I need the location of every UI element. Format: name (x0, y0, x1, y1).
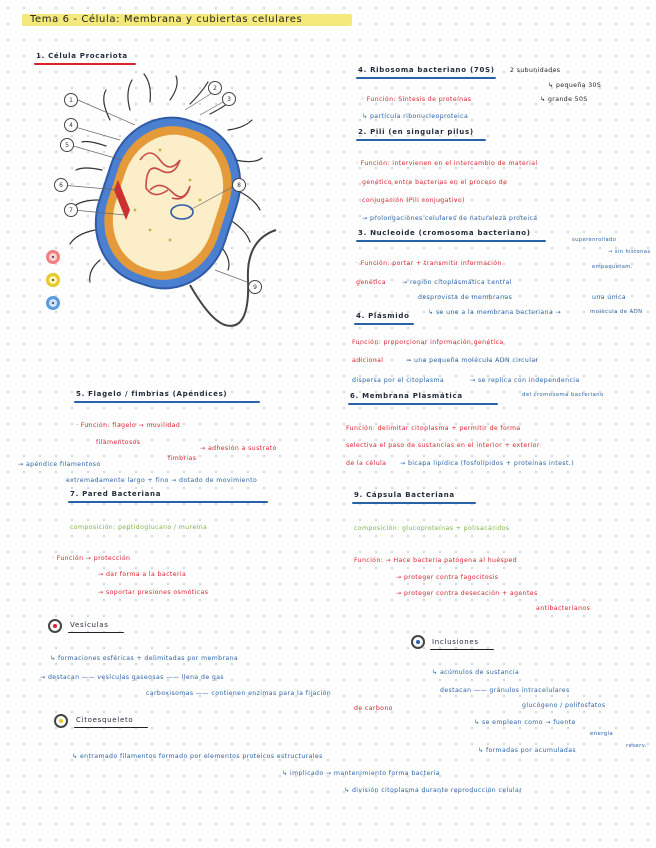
diagram-label-8: 8 (232, 178, 246, 192)
capsula-composicion: composición: glucoproteínas + polisacáridos (354, 525, 510, 532)
heading-pili: 2. Pili (en singular pilus) (358, 128, 474, 136)
nucleoide-region: → región citoplasmática central (402, 279, 512, 286)
red-dot-icon (48, 619, 62, 633)
underline (68, 501, 268, 503)
flagelo-funcion: · Función: flagelo → movilidad (76, 422, 181, 429)
red-dot-icon (46, 250, 60, 264)
inclusiones-reserv: reserv. (626, 743, 648, 749)
flagelo-apendice: → apéndice filamentoso (18, 461, 101, 468)
flagelo-ext: extremadamente largo + fino → dotado de movimiento (66, 477, 258, 484)
plasmido-replica: → se replica con independencia (470, 377, 580, 384)
underline (348, 403, 498, 405)
capsula-funcion-2: → proteger contra fagocitosis (396, 574, 499, 581)
ribosoma-funcion: · Función: Síntesis de proteínas (362, 96, 472, 103)
pared-composicion: composición: peptidoglucano / mureína (70, 524, 208, 531)
flagelo-adhesion: → adhesión a sustrato (200, 445, 277, 452)
blue-dot-icon (411, 635, 425, 649)
blue-dot-icon (46, 296, 60, 310)
pared-funcion: · Función → protección (52, 555, 131, 562)
ribosoma-size: (70S) (470, 66, 495, 74)
heading-flagelo: 5. Flagelo / fimbrias (Apéndices) (76, 390, 228, 398)
heading-pared: 7. Pared Bacteriana (70, 490, 162, 498)
underline (356, 139, 486, 141)
citoesqueleto-division: ↳ división citoplasma durante reproducción celular (344, 787, 523, 794)
plasmido-mol: → una pequeña molécula ADN circular (406, 357, 539, 364)
vesiculas-carbono: de carbono (354, 705, 393, 712)
plasmido-funcion-1: Función: proporcionar información genética (352, 339, 504, 346)
heading-celula-procariota: 1. Célula Procariota (36, 52, 128, 60)
nucleoide-funcion-2: genética (356, 279, 387, 286)
capsula-funcion-4: antibacterianos (536, 605, 591, 612)
underline (356, 77, 496, 79)
heading-ribosoma: 4. Ribosoma bacteriano (358, 66, 467, 74)
page-title: Tema 6 - Célula: Membrana y cubiertas celulares (30, 14, 303, 25)
pili-funcion-1: · Función: intervienen en el intercambio de material (356, 160, 538, 167)
capsula-funcion-3: → proteger contra desecación + agentes (396, 590, 538, 597)
underline (68, 632, 124, 633)
pared-forma: → dar forma a la bacteria (98, 571, 187, 578)
ribosoma-large: ↳ grande 50S (540, 96, 588, 103)
plasmido-disperso: dispersa por el citoplasma (352, 377, 445, 384)
yellow-dot-icon (54, 714, 68, 728)
nucleoide-se-une: ↳ se une a la membrana bacteriana → (428, 309, 562, 316)
diagram-label-5: 5 (60, 138, 74, 152)
diagram-label-6: 6 (54, 178, 68, 192)
inclusiones-formadas: ↳ formadas por acumuladas (478, 747, 577, 754)
ribosoma-particula: ↳ partícula ribonucleoproteica (362, 113, 469, 120)
citoesqueleto-entramado: ↳ entramado filamentos formado por elementos proteicos estructurales (72, 753, 323, 760)
diagram-label-3: 3 (222, 92, 236, 106)
diagram-label-9: 9 (248, 280, 262, 294)
flagelo-fil: filamentosos (96, 439, 141, 446)
diagram-label-4: 4 (64, 118, 78, 132)
underline (34, 63, 136, 65)
inclusiones-gluc: glucógeno / polifosfatos (522, 702, 606, 709)
heading-inclusiones: Inclusiones (432, 638, 479, 646)
nucleoide-desprov: desprovista de membranas (418, 294, 513, 301)
heading-nucleoide: 3. Nucleoide (cromosoma bacteriano) (358, 229, 531, 237)
pili-funcion-2: genético entre bacterias en el proceso de (362, 179, 508, 186)
nucleoide-arrow-2: empaquetam. (592, 264, 633, 270)
heading-citoesqueleto: Citoesqueleto (76, 716, 134, 724)
vesiculas-formaciones: ↳ formaciones esféricas + delimitadas por membrana (50, 655, 239, 662)
underline (356, 240, 546, 242)
diagram-label-1: 1 (64, 93, 78, 107)
pared-soportar: → soportar presiones osmóticas (98, 589, 209, 596)
underline (354, 323, 414, 325)
heading-plasmido: 4. Plásmido (356, 312, 410, 320)
underline (430, 649, 494, 650)
heading-capsula: 9. Cápsula Bacteriana (354, 491, 455, 499)
nucleoide-unica: una única (592, 294, 626, 301)
underline (74, 401, 260, 403)
plasmido-del: del cromosoma bacteriano (522, 392, 604, 398)
inclusiones-destacan: destacan —— gránulos intracelulares (440, 687, 570, 694)
nucleoide-funcion-1: · Función: portar + transmitir información (356, 260, 502, 267)
heading-vesiculas: Vesículas (70, 621, 109, 629)
yellow-dot-icon (46, 273, 60, 287)
underline (352, 502, 476, 504)
inclusiones-energia: energía (590, 731, 614, 737)
membrana-funcion-2: selectiva el paso de sustancias en el interior + exterior (346, 442, 540, 449)
membrana-funcion-3: de la célula (346, 460, 387, 467)
capsula-funcion-1: Función: → Hace bacteria patógena al huésped (354, 557, 518, 564)
diagram-label-2: 2 (208, 81, 222, 95)
nucleoide-superenroll: superenrollado (572, 237, 617, 243)
underline (74, 727, 148, 728)
flagelo-fimbrias: fimbrias (168, 455, 197, 462)
diagram-label-7: 7 (64, 203, 78, 217)
ribosoma-subunits: 2 subunidades (510, 67, 561, 74)
ribosoma-small: ↳ pequeña 30S (548, 82, 602, 89)
vesiculas-carbox: carboxisomas —— contienen enzimas para la fijación (146, 690, 332, 697)
inclusiones-acumulos: ↳ acúmulos de sustancia (432, 669, 520, 676)
pili-prolong: → prolongaciones celulares de naturaleza proteica (362, 215, 538, 222)
membrana-funcion-1: Función: delimitar citoplasma + permitir de forma (346, 425, 521, 432)
nucleoide-molecula: molécula de ADN (590, 309, 643, 315)
nucleoide-arrow-1: → sin histonas (608, 249, 651, 255)
citoesqueleto-implicado: ↳ implicado → mantenimiento forma bacteria (282, 770, 440, 777)
membrana-bicapa: → bicapa lipídica (fosfolípidos + proteínas intest.) (400, 460, 574, 467)
plasmido-funcion-2: adicional (352, 357, 384, 364)
vesiculas-destacan: → destacan —— vesículas gaseosas —— llena de gas (40, 674, 225, 681)
pili-funcion-3: conjugación (Pili conjugativo) (362, 197, 465, 204)
heading-membrana: 6. Membrana Plasmática (350, 392, 463, 400)
inclusiones-emplean: ↳ se emplean como → fuente (474, 719, 576, 726)
